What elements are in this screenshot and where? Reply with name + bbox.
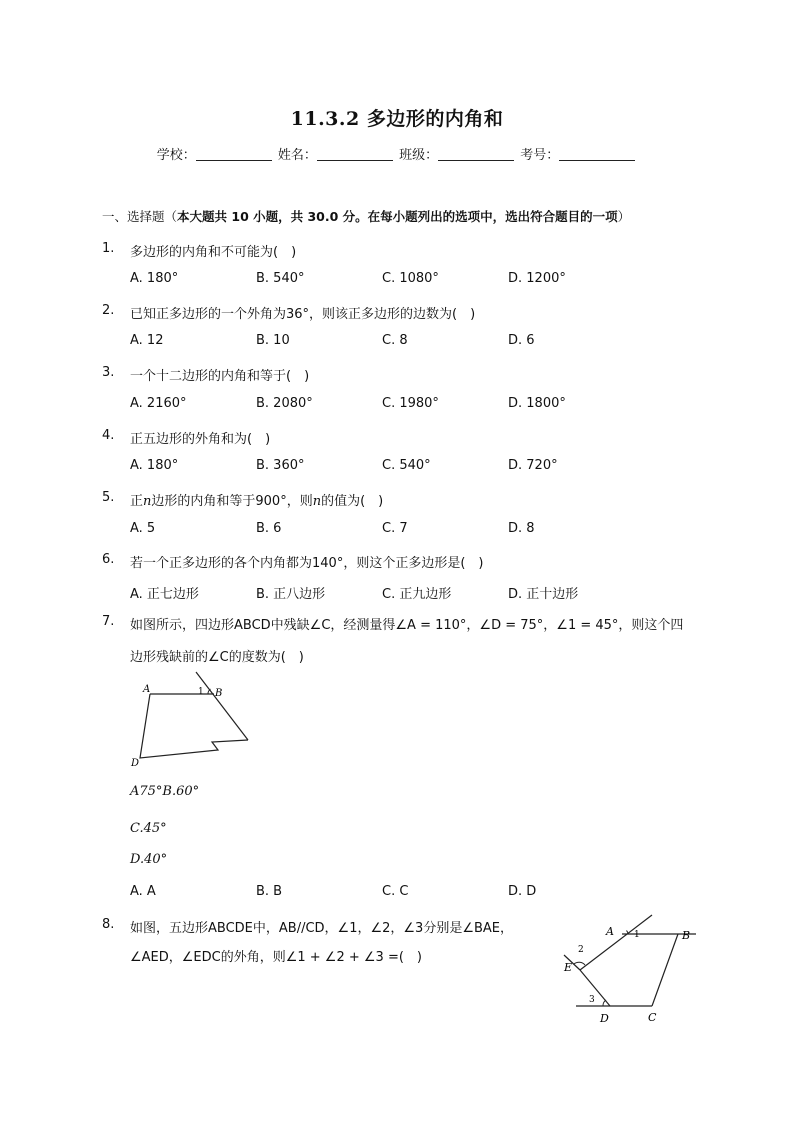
option-c[interactable]: C. 540° [382,458,431,473]
pentagon-figure [556,910,706,1028]
option-c[interactable]: C. C [382,884,409,899]
option-c[interactable]: C. 1980° [382,396,439,411]
quadrilateral-figure [126,668,256,772]
exam-no-label: 考号： [520,148,560,163]
option-d[interactable]: D. 1200° [508,271,566,286]
option-d[interactable]: D. 1800° [508,396,566,411]
exam-no-blank[interactable] [559,147,635,161]
svg-text:D: D [600,1012,609,1025]
option-a[interactable]: A. 180° [130,458,179,473]
option-d[interactable]: D. 6 [508,333,535,348]
option-a[interactable]: A. 12 [130,333,164,348]
class-blank[interactable] [438,147,514,161]
option-a[interactable]: A. 180° [130,271,179,286]
option-a[interactable]: A. 5 [130,521,156,536]
option-c[interactable]: C. 7 [382,521,408,536]
svg-text:E: E [564,961,573,974]
option-c[interactable]: C. 正九边形 [382,587,452,602]
svg-text:B: B [215,688,223,699]
svg-text:1: 1 [634,930,640,940]
svg-text:A: A [143,684,151,695]
option-b[interactable]: B. 6 [256,521,282,536]
option-b[interactable]: B. 正八边形 [256,587,326,602]
svg-text:2: 2 [578,945,584,955]
option-a[interactable]: A. 正七边形 [130,587,199,602]
section-heading: 一、选择题（本大题共 10 小题，共 30.0 分。在每小题列出的选项中，选出符合题目的一项） [102,209,631,224]
class-label: 班级： [399,148,439,163]
school-blank[interactable] [196,147,272,161]
option-c[interactable]: C. 1080° [382,271,439,286]
option-b[interactable]: B. 10 [256,333,290,348]
svg-text:D: D [131,758,140,769]
page-title: 11.3.2 多边形的内角和 [290,108,504,130]
option-d[interactable]: D. 8 [508,521,535,536]
option-d[interactable]: D. 正十边形 [508,587,579,602]
option-b[interactable]: B. 540° [256,271,305,286]
student-info-line [0,144,794,163]
svg-text:A: A [606,925,614,938]
option-d[interactable]: D. 720° [508,458,558,473]
svg-text:C: C [648,1011,657,1024]
option-b[interactable]: B. 360° [256,458,305,473]
option-a[interactable]: A. 2160° [130,396,187,411]
svg-text:3: 3 [589,995,595,1005]
option-a[interactable]: A. A [130,884,156,899]
school-label: 学校： [156,148,196,163]
name-label: 姓名： [277,148,317,163]
option-b[interactable]: B. B [256,884,283,899]
option-d[interactable]: D. D [508,884,537,899]
option-b[interactable]: B. 2080° [256,396,313,411]
name-blank[interactable] [317,147,393,161]
svg-text:1: 1 [198,687,204,697]
option-c[interactable]: C. 8 [382,333,408,348]
svg-text:B: B [682,929,691,942]
